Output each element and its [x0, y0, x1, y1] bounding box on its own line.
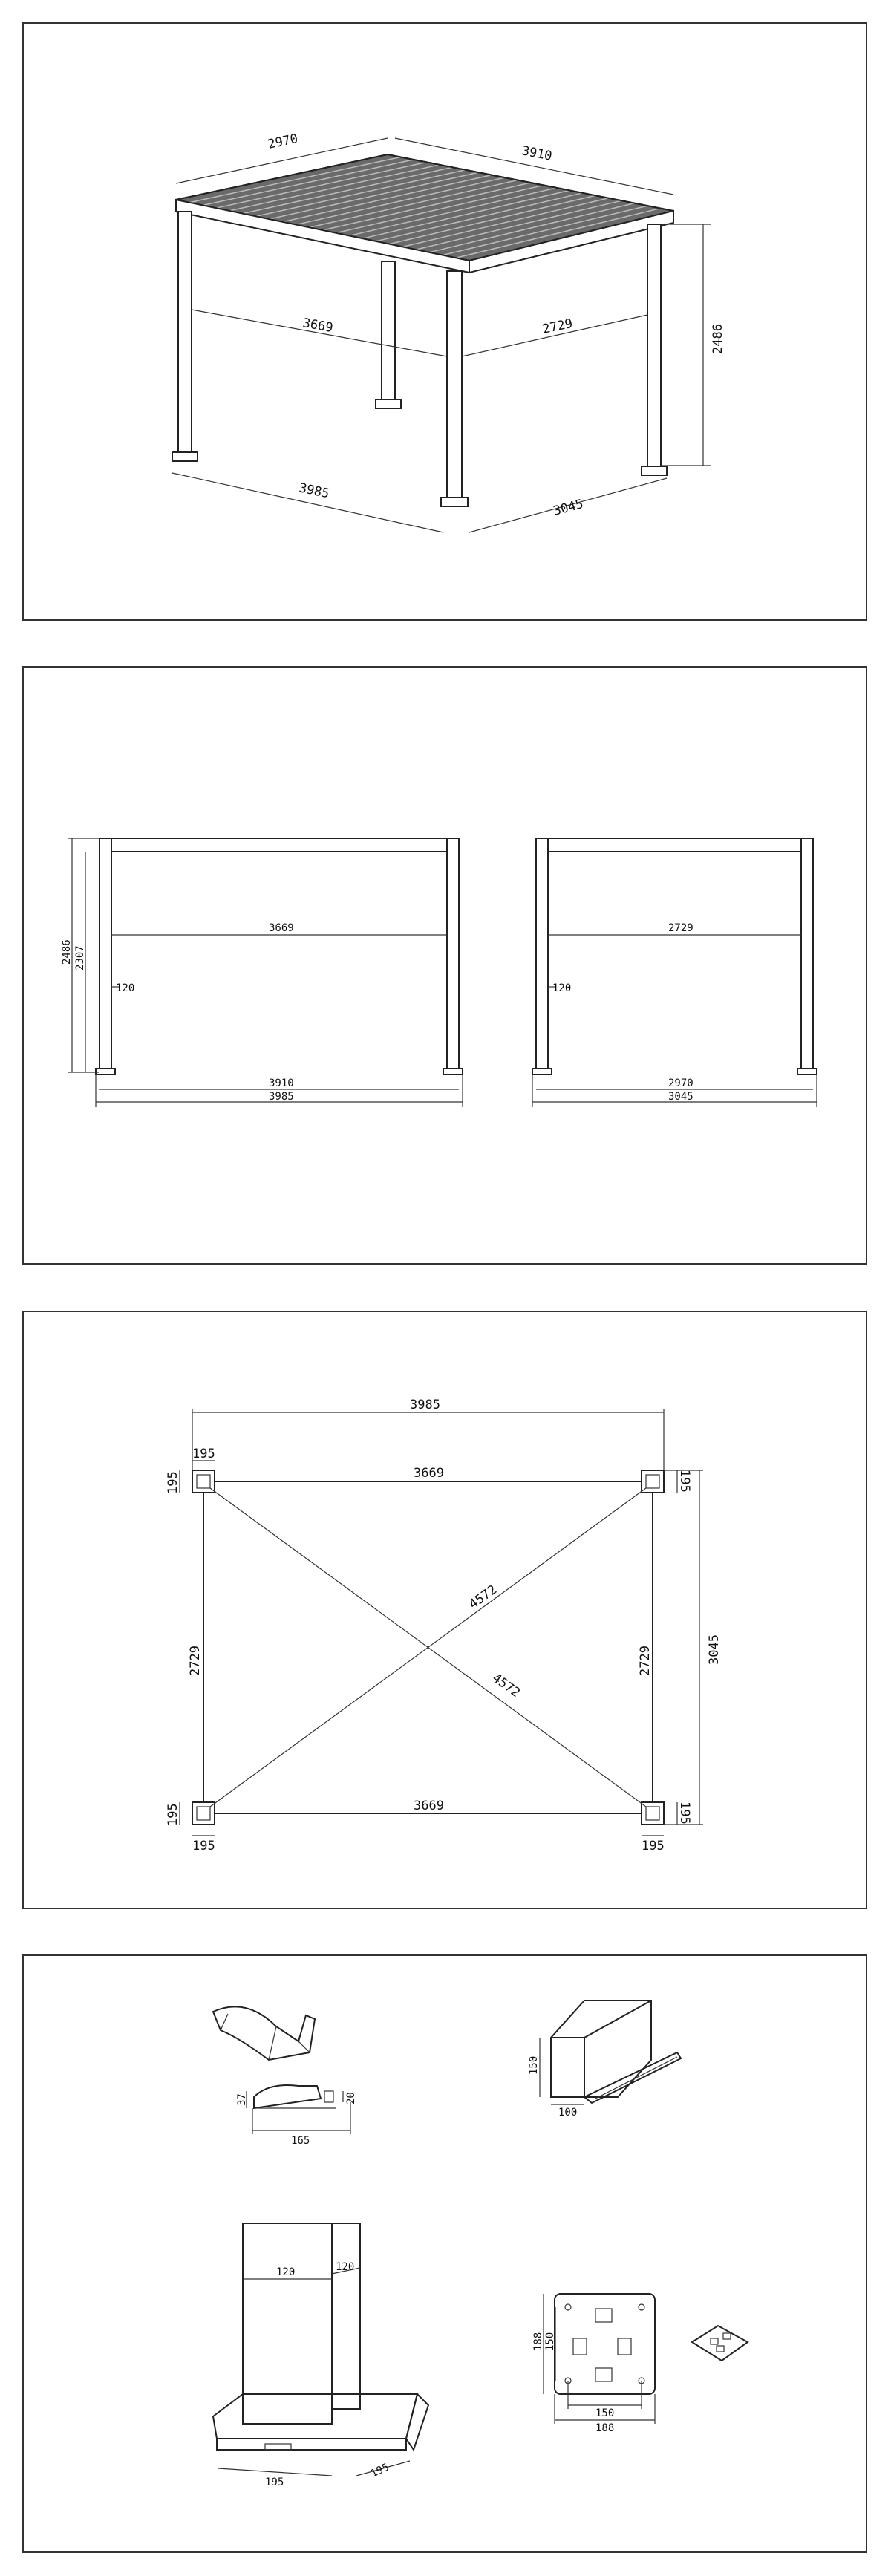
plan-dim-diag-b: 4572 — [489, 1670, 523, 1701]
panel-elevations — [22, 666, 867, 1265]
plan-dim-inner-left: 2729 — [188, 1646, 203, 1676]
plate-dim-width-outer: 188 — [595, 2422, 615, 2434]
plan-dim-post-top: 195 — [192, 1447, 215, 1461]
column-dim-inner: 120 — [276, 2266, 296, 2278]
front-dim-base: 3985 — [269, 1091, 294, 1103]
plan-dim-overall-w: 3985 — [410, 1398, 440, 1412]
gutter-profile — [213, 2006, 350, 2134]
dim-base-short: 3045 — [552, 496, 585, 519]
column-dim-depth: 120 — [336, 2261, 355, 2273]
gutter-dim-h-right: 20 — [345, 2092, 357, 2104]
plan-drawing — [24, 1312, 869, 1911]
plan-dim-post-bottom-right: 195 — [642, 1839, 665, 1853]
plan-dim-inner-top: 3669 — [414, 1466, 444, 1481]
plan-dim-inner-right: 2729 — [638, 1646, 653, 1676]
column-dim-base-w: 195 — [265, 2476, 284, 2488]
dim-height: 2486 — [711, 324, 725, 354]
column-dim-base-d: 195 — [368, 2461, 391, 2480]
plan-dim-overall-h: 3045 — [707, 1634, 722, 1665]
panel-perspective — [22, 22, 867, 621]
details-drawing — [24, 1956, 869, 2554]
plan-dim-post-left-bottom: 195 — [166, 1803, 180, 1826]
plan-dim-post-bottom-left: 195 — [192, 1839, 215, 1853]
plan-dim-inner-bottom: 3669 — [414, 1799, 444, 1813]
plan-dim-post-left-top: 195 — [166, 1471, 180, 1494]
dim-inner-short: 2729 — [541, 316, 575, 337]
gutter-dim-h-left: 37 — [236, 2093, 248, 2106]
dim-width-left: 2970 — [266, 131, 300, 152]
plate-dim-width-inner: 150 — [595, 2407, 615, 2419]
plan-dim-post-right-bottom: 195 — [677, 1801, 692, 1825]
side-dim-inner: 2729 — [668, 922, 693, 934]
plate-dim-height-inner: 150 — [544, 2332, 556, 2351]
perspective-drawing — [24, 24, 869, 622]
panel-plan — [22, 1311, 867, 1909]
base-plate — [544, 2294, 748, 2424]
beam-dim-width: 100 — [558, 2107, 578, 2119]
front-elevation — [68, 838, 463, 1107]
front-dim-post: 120 — [116, 982, 135, 994]
plate-dim-height-outer: 188 — [532, 2332, 544, 2351]
column-base — [213, 2223, 428, 2476]
side-dim-post: 120 — [552, 982, 572, 994]
front-dim-height-total: 2486 — [61, 939, 73, 965]
gutter-dim-width: 165 — [291, 2135, 310, 2147]
dim-width-right: 3910 — [520, 143, 554, 164]
side-elevation — [532, 838, 817, 1107]
front-dim-inner: 3669 — [269, 922, 294, 934]
side-dim-beam: 2970 — [668, 1077, 693, 1089]
front-dim-height-clear: 2307 — [74, 945, 86, 971]
beam-dim-height: 150 — [528, 2055, 540, 2075]
elevations-drawing — [24, 668, 869, 1266]
plan-outline — [192, 1470, 664, 1825]
panel-details — [22, 1954, 867, 2553]
front-dim-beam: 3910 — [269, 1077, 294, 1089]
roof-louvers — [176, 154, 673, 261]
side-dim-base: 3045 — [668, 1091, 693, 1103]
dim-inner-long: 3669 — [301, 316, 334, 336]
dim-base-long: 3985 — [297, 480, 331, 502]
plan-dim-post-right-top: 195 — [677, 1470, 692, 1493]
plan-dim-diag-a: 4572 — [466, 1582, 500, 1613]
beam-section — [540, 2001, 681, 2104]
